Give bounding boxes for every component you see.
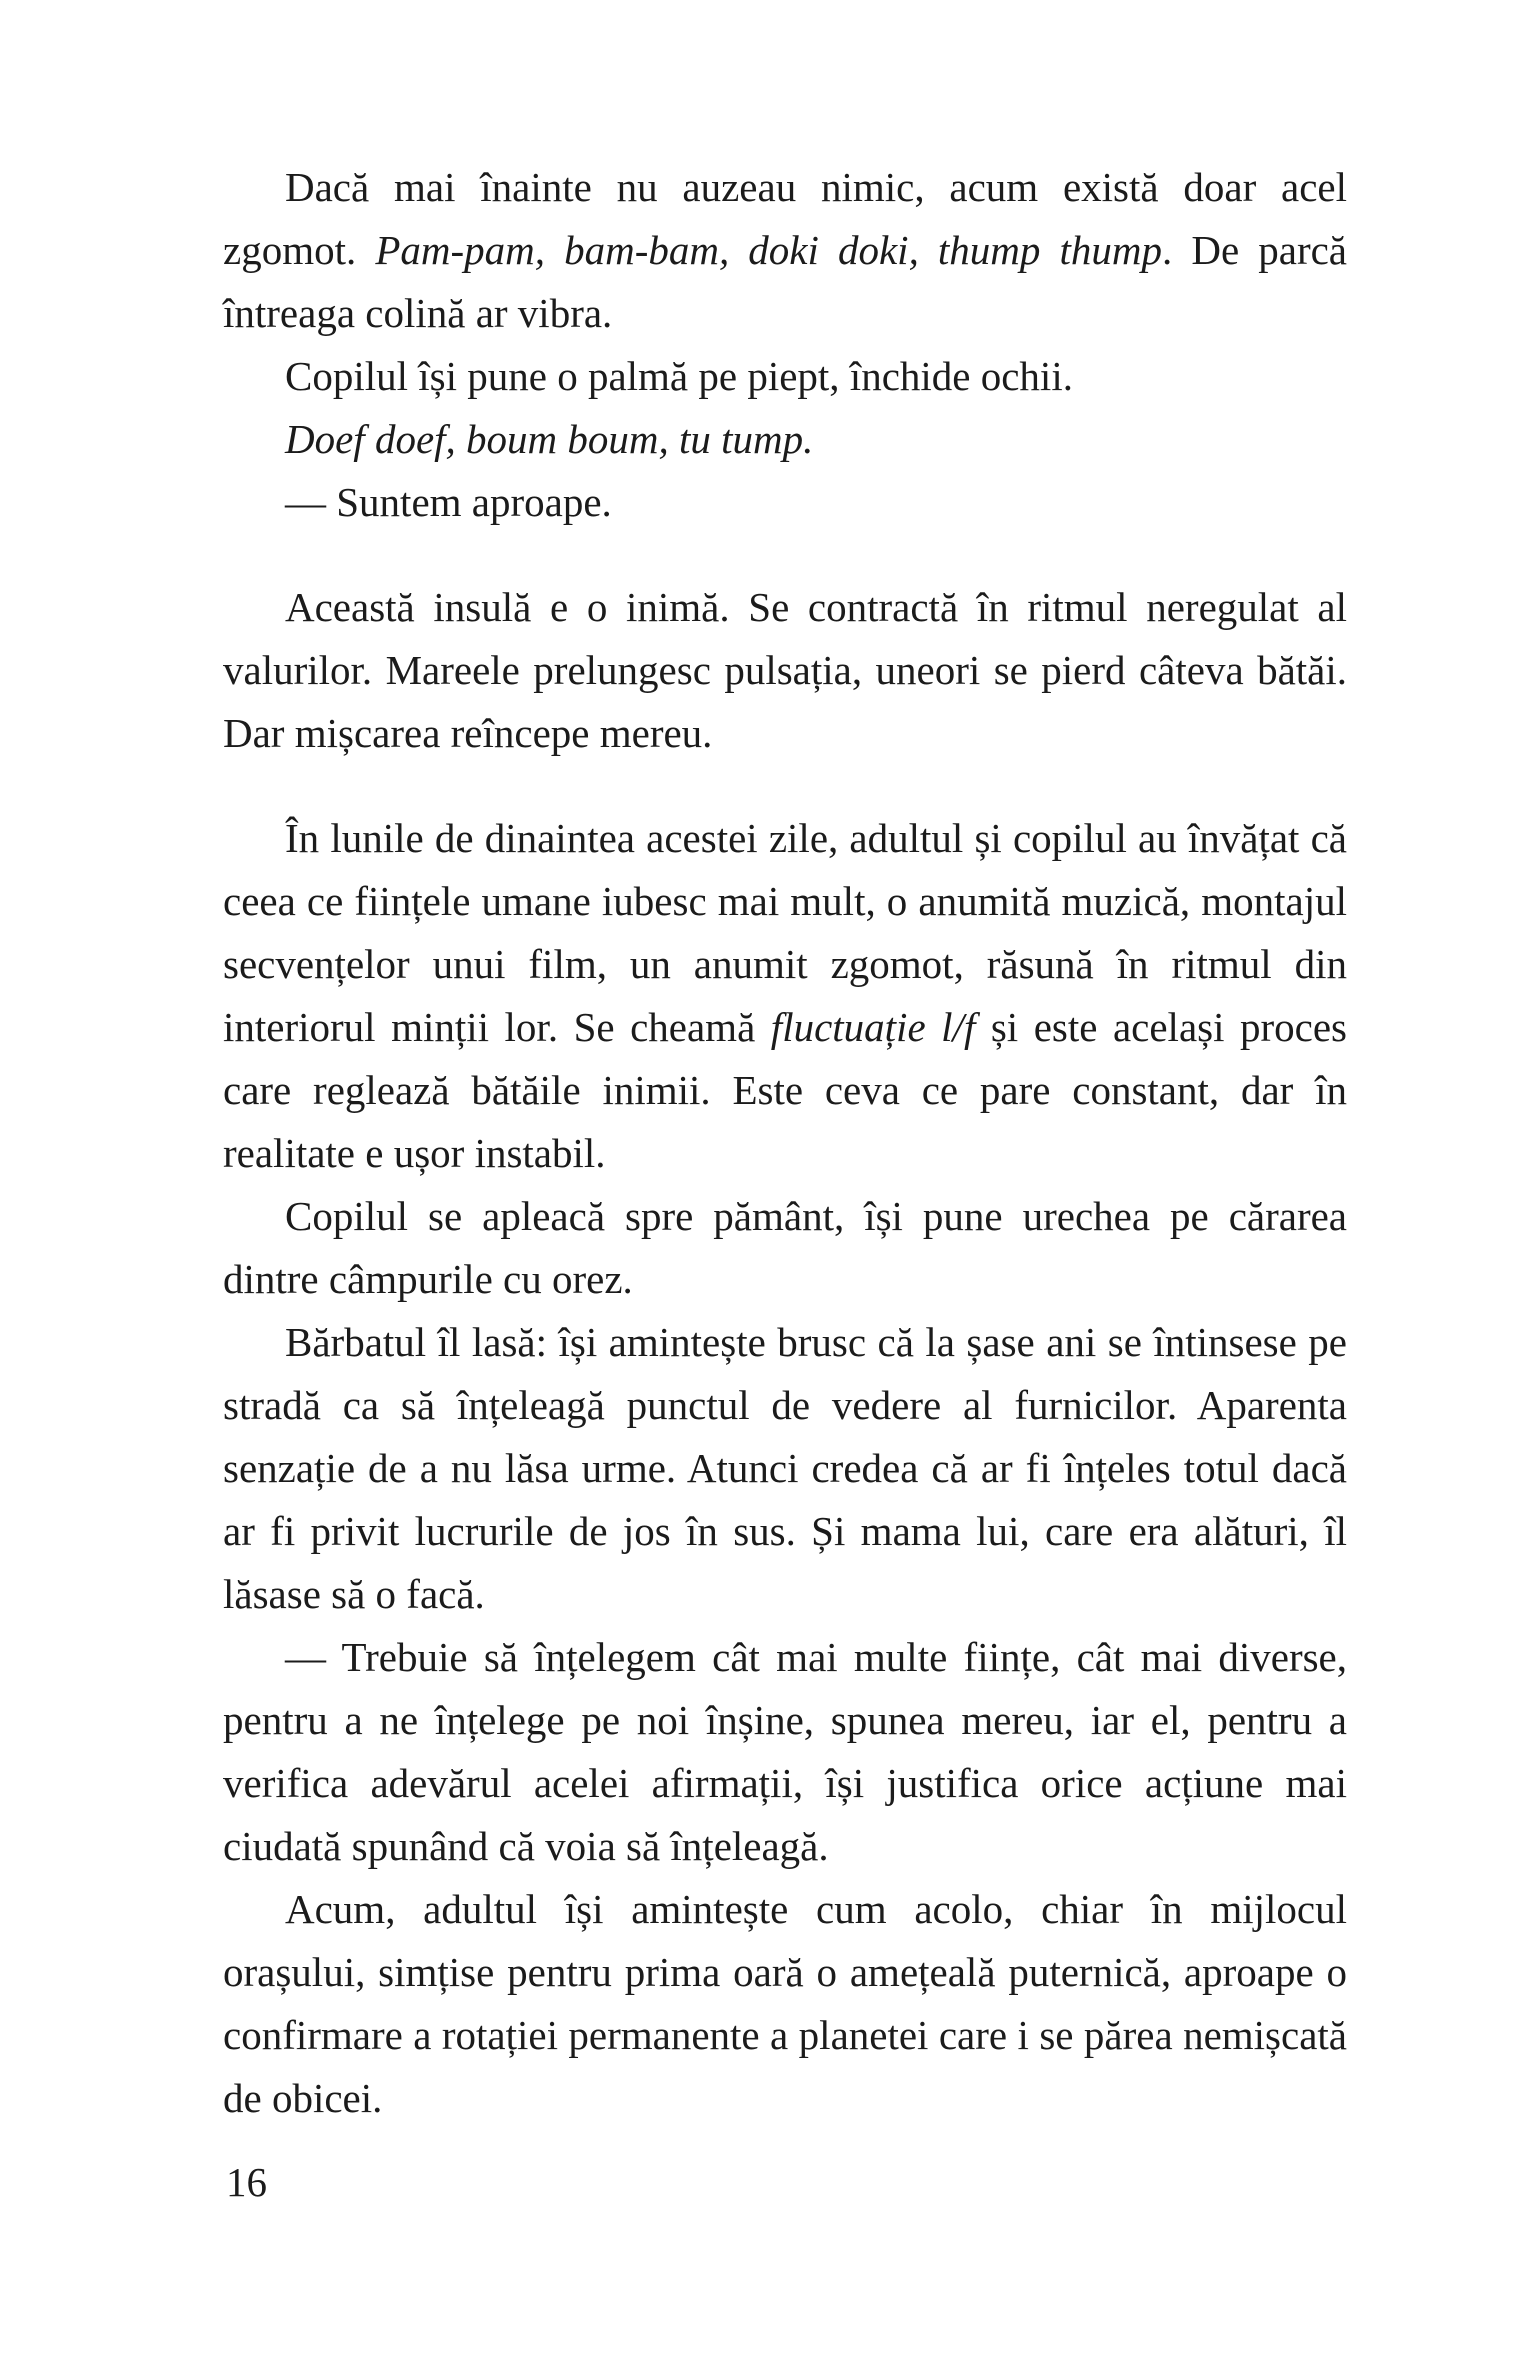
paragraph-6 [223,807,1347,1185]
paragraph-10 [223,1878,1347,2130]
paragraph-3 [223,408,1347,471]
page-text [223,156,1347,2130]
italic-text-run: fluctuație l/f [770,1004,976,1050]
text-run: . De parcă întreaga colină ar vibra. [223,227,1348,336]
paragraph-1 [223,156,1347,345]
text-run: Această insulă e o inimă. Se contractă în ritmul neregulat al valurilor. Mareele prelungesc pulsația, uneori se pierd câteva bătăi. Dar mișcarea reîncepe mereu. [223,584,1347,756]
paragraph-5 [223,576,1347,765]
text-run: și este același proces care reglează bătăile inimii. Este ceva ce pare constant, dar în realitate e ușor instabil. [223,1004,1348,1176]
text-run: — Suntem aproape. [285,479,612,525]
text-run: — Trebuie să înțelegem cât mai multe ființe, cât mai diverse, pentru a ne înțelege pe noi înșine, spunea mereu, iar el, pentru a verifica adevărul acelei afirmații, își justifica orice acțiune mai ciudată spunând că voia să înțeleagă. [223,1634,1347,1869]
italic-text-run: Doef doef, boum boum, tu tump. [285,416,814,462]
text-run: În lunile de dinaintea acestei zile, adultul și copilul au învățat că ceea ce ființele umane iubesc mai mult, o anumită muzică, montajul secvențelor unui film, un anumit zgomot, răsună în ritmul din interiorul minții lor. Se cheamă [223,815,1347,1050]
paragraph-2 [223,345,1347,408]
text-run: Acum, adultul își amintește cum acolo, chiar în mijlocul orașului, simțise pentru prima oară o amețeală puternică, aproape o confirmare a rotației permanente a planetei care i se părea nemișcată de obicei. [223,1886,1347,2121]
text-run: Copilul se apleacă spre pământ, își pune urechea pe cărarea dintre câmpurile cu orez. [223,1193,1347,1302]
paragraph-7 [223,1185,1347,1311]
page-number: 16 [226,2159,267,2205]
text-run: Dacă mai înainte nu auzeau nimic, acum există doar acel zgomot. [223,164,1347,273]
paragraph-8 [223,1311,1347,1626]
paragraph-9 [223,1626,1347,1878]
text-run: Bărbatul îl lasă: își amintește brusc că la șase ani se întinsese pe stradă ca să înțeleagă punctul de vedere al furnicilor. Aparenta senzație de a nu lăsa urme. Atunci credea că ar fi înțeles totul dacă ar fi privit lucrurile de jos în sus. Și mama lui, care era alături, îl lăsase să o facă. [223,1319,1347,1617]
text-run: Copilul își pune o palmă pe piept, închide ochii. [285,353,1073,399]
paragraph-4 [223,471,1347,534]
italic-text-run: Pam-pam, bam-bam, doki doki, thump thump [375,227,1163,273]
